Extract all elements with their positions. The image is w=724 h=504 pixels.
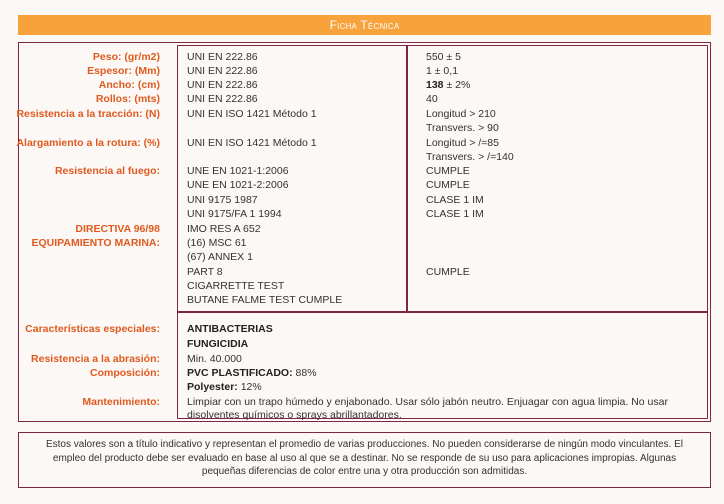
- value-ancho: [426, 79, 470, 92]
- sheet-title: Ficha Técnica: [18, 15, 711, 35]
- label-traccion: Resistencia a la tracción: (N): [16, 108, 160, 120]
- value-traccion-longitud: Longitud > 210: [426, 108, 496, 120]
- norm-marina-3: (67) ANNEX 1: [187, 251, 253, 263]
- label-mantenimiento: Mantenimiento:: [82, 396, 160, 408]
- value-fuego-1: CUMPLE: [426, 165, 470, 177]
- label-abrasion: Resistencia a la abrasión:: [31, 353, 160, 365]
- norm-marina-6: BUTANE FALME TEST CUMPLE: [187, 294, 343, 306]
- label-caracteristicas: Características especiales:: [25, 323, 160, 335]
- value-composicion-pvc: [187, 367, 317, 380]
- norm-marina-2: (16) MSC 61: [187, 237, 247, 249]
- label-marina: EQUIPAMIENTO MARINA:: [31, 237, 160, 249]
- special-antibacterias: ANTIBACTERIAS: [187, 323, 273, 335]
- label-composicion: Composición:: [90, 367, 160, 379]
- norm-fuego-4: UNI 9175/FA 1 1994: [187, 208, 282, 220]
- special-fungicidia: FUNGICIDIA: [187, 338, 249, 350]
- value-fuego-3: CLASE 1 IM: [426, 194, 484, 206]
- disclaimer-box: [18, 432, 711, 488]
- value-marina: CUMPLE: [426, 266, 470, 278]
- label-directiva: DIRECTIVA 96/98: [75, 223, 160, 235]
- norm-traccion: UNI EN ISO 1421 Método 1: [187, 108, 317, 120]
- norm-rollos: UNI EN 222.86: [187, 93, 258, 105]
- value-fuego-4: CLASE 1 IM: [426, 208, 484, 220]
- norm-marina-1: IMO RES A 652: [187, 223, 261, 235]
- value-abrasion: Min. 40.000: [187, 353, 242, 365]
- norm-alargamiento: UNI EN ISO 1421 Método 1: [187, 137, 317, 149]
- value-ancho-tolerance: ± 2%: [443, 79, 471, 91]
- norm-ancho: UNI EN 222.86: [187, 79, 258, 91]
- value-peso: 550 ± 5: [426, 51, 461, 63]
- value-espesor: 1 ± 0,1: [426, 65, 459, 77]
- label-alargamiento: Alargamiento a la rotura: (%): [16, 137, 160, 149]
- norm-fuego-1: UNE EN 1021-1:2006: [187, 165, 289, 177]
- value-alarg-transvers: Transvers. > /=140: [426, 151, 514, 163]
- polyester-label: Polyester:: [187, 381, 238, 393]
- label-peso: Peso: (gr/m2): [92, 51, 160, 63]
- label-rollos: Rollos: (mts): [95, 93, 160, 105]
- pvc-label: PVC PLASTIFICADO:: [187, 367, 293, 379]
- label-espesor: Espesor: (Mm): [87, 65, 160, 77]
- value-mantenimiento: Limpiar con un trapo húmedo y enjabonado. Usar sólo jabón neutro. Enjuagar con agua limpia. No usar disolventes químicos o sprays abrillantadores.: [187, 396, 668, 421]
- pvc-value: 88%: [292, 367, 317, 379]
- polyester-value: 12%: [237, 381, 262, 393]
- label-fuego: Resistencia al fuego:: [54, 165, 160, 177]
- value-composicion-polyester: [187, 381, 262, 394]
- norm-peso: UNI EN 222.86: [187, 51, 258, 63]
- label-ancho: Ancho: (cm): [98, 79, 160, 91]
- value-alarg-longitud: Longitud > /=85: [426, 137, 499, 149]
- norm-fuego-2: UNE EN 1021-2:2006: [187, 179, 289, 191]
- value-rollos: 40: [426, 93, 438, 105]
- norm-marina-4: PART 8: [187, 266, 223, 278]
- norm-marina-5: CIGARRETTE TEST: [187, 280, 285, 292]
- value-fuego-2: CUMPLE: [426, 179, 470, 191]
- value-traccion-transvers: Transvers. > 90: [426, 122, 499, 134]
- disclaimer-text: Estos valores son a título indicativo y representan el promedio de varias producciones. No pueden considerarse de ningún modo vinculantes. El empleo del producto debe ser evaluado en base al uso al que se a destinar. No se responde de su uso para aplicaciones impropias. Algunas pequeñas diferencias de color entre una y otra producción son admitidas.: [45, 439, 684, 477]
- norm-espesor: UNI EN 222.86: [187, 65, 258, 77]
- norm-fuego-3: UNI 9175 1987: [187, 194, 258, 206]
- value-ancho-number: 138: [426, 79, 444, 91]
